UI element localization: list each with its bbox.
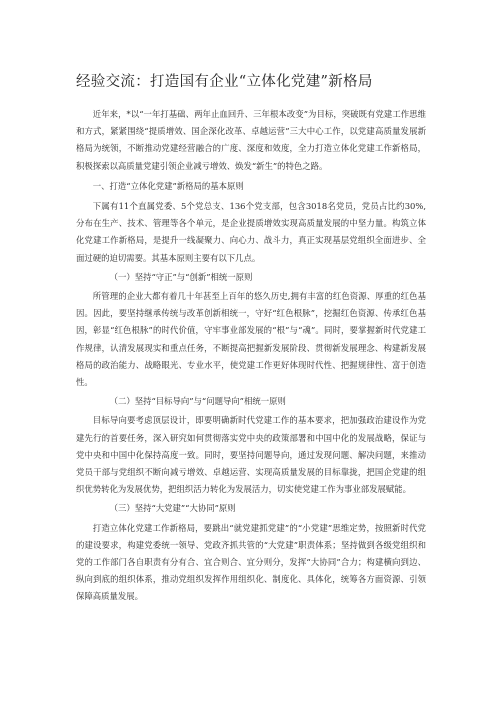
document-page	[76, 72, 426, 606]
sub2-paragraph: 目标导向要考虑顶层设计，即要明确新时代党建工作的基本要求，把加强政治建设作为党建先行的首要任务，深入研究如何贯彻落实党中央的政策部署和中国中化的发展战略，保证与党中央和中国中化保持高度一致。同时，要坚持问题导向，通过发现问题、解决问题，来推动党员干部与党组织不断向减亏增效、卓越运营、实现高质量发展的目标靠拢，把国企党建的组织优势转化为发展优势，把组织活力转化为发展活力，切实使党建工作为事业部发展赋能。	[76, 415, 426, 495]
section1-heading: 一、打造“立体化党建”新格局的基本原则	[92, 180, 244, 191]
section1-paragraph: 下属有11个直属党委、5个党总支、136个党支部，包含3018名党员，党员占比约30%,分布在生产、技术、管理等各个单元，是企业提质增效实现高质量发展的中坚力量。构筑立体化党建工作新格局，是提升一线凝聚力、向心力、战斗力，真正实现基层党组织全面进步、全面过硬的迫切需要。其基本原则主要有以下几点。	[76, 201, 426, 263]
document-title: 经验交流：打造国有企业“立体化党建”新格局	[76, 74, 373, 90]
sub3-paragraph: 打造立体化党建工作新格局，要跳出“就党建抓党建”的“小党建”思维定势，按照新时代党的建设要求，构建党委统一领导、党政齐抓共管的“大党建”职责体系；坚持做到各级党组织和党的工作部门各自职责有分有合、宜合则合、宜分则分，发挥“大协同”合力；构建横向到边、纵向到底的组织体系，推动党组织发挥作用组织化、制度化、具体化，统筹各方面资源、引领保障高质量发展。	[76, 522, 426, 602]
sub1-heading: （一）坚持“守正”与“创新”相统一原则	[109, 271, 253, 282]
intro-paragraph: 近年来，*以“一年打基础、两年止血回升、三年根本改变”为目标，突破既有党建工作思维和方式，紧紧围绕“提质增效、国企深化改革、卓越运营”三大中心工作，以党建高质量发展新格局为统领，不断推动党建经营融合的广度、深度和效度，全力打造立体化党建工作新格局，积极探索以高质量党建引领企业减亏增效、焕发“新生”的特色之路。	[76, 109, 426, 171]
sub1-paragraph: 所管理的企业大都有着几十年甚至上百年的悠久历史,拥有丰富的红色资源、厚重的红色基因。因此，要坚持继承传统与改革创新相统一，守好“红色根脉”，挖掘红色资源、传承红色基因，彰显“红色根脉”的时代价值，守牢事业部发展的“根”与“魂”。同时，要掌握新时代党建工作规律，认清发展现实和重点任务，不断提高把握新发展阶段、贯彻新发展理念、构建新发展格局的政治能力、战略眼光、专业水平，使党建工作更好体现时代性、把握规律性、富于创造性。	[76, 291, 426, 388]
sub2-heading: （二）坚持“目标导向”与“问题导向”相统一原则	[109, 396, 286, 407]
sub3-heading: （三）坚持“大党建”“大协同”原则	[109, 503, 236, 514]
